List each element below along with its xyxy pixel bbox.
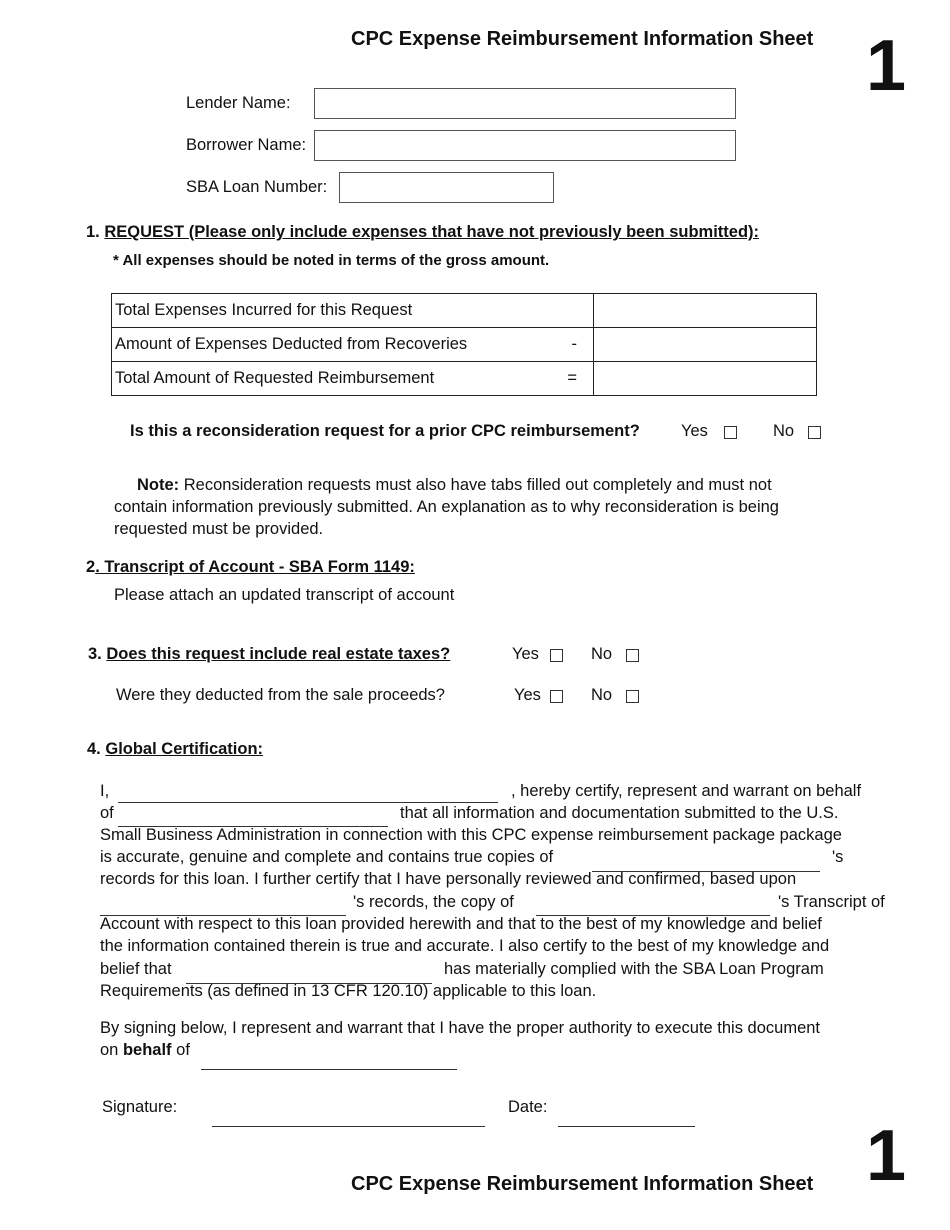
footer-page-number: 1 bbox=[866, 1116, 907, 1196]
expense-row-label: Total Expenses Incurred for this Request bbox=[112, 294, 594, 328]
section3-number: 3. bbox=[88, 645, 102, 663]
expense-row-label: Amount of Expenses Deducted from Recoveries - bbox=[112, 328, 594, 362]
note-line-2: contain information previously submitted. An explanation as to why reconsideration is being bbox=[114, 498, 779, 516]
borrower-name-field[interactable] bbox=[314, 130, 736, 161]
expense-row-label: Total Amount of Requested Reimbursement = bbox=[112, 362, 594, 396]
cert-line-4-end: 's bbox=[832, 848, 844, 866]
deducted-no-checkbox[interactable] bbox=[626, 690, 639, 703]
date-field[interactable] bbox=[558, 1108, 695, 1127]
cert-line-9-end: has materially complied with the SBA Loan Program bbox=[444, 960, 824, 978]
cert-line-5: records for this loan. I further certify that I have personally reviewed and confirmed, based upon bbox=[100, 870, 797, 888]
reconsideration-yes-checkbox[interactable] bbox=[724, 426, 737, 439]
deducted-yes-checkbox[interactable] bbox=[550, 690, 563, 703]
cert-line-6-end: 's Transcript of bbox=[778, 893, 885, 911]
cert-line-1-start: I, bbox=[100, 782, 110, 800]
page-number: 1 bbox=[866, 26, 907, 106]
cert-line-10: Requirements (as defined in 13 CFR 120.10) applicable to this loan. bbox=[100, 982, 597, 1000]
section2-text: Please attach an updated transcript of account bbox=[114, 586, 455, 604]
authority-line-1: By signing below, I represent and warrant that I have the proper authority to execute this document bbox=[100, 1019, 821, 1037]
section3-heading bbox=[88, 645, 450, 664]
on-behalf-of-field[interactable] bbox=[118, 808, 388, 827]
expense-row-value[interactable] bbox=[594, 362, 817, 396]
taxes-no-checkbox[interactable] bbox=[626, 649, 639, 662]
section1-subnote: * All expenses should be noted in terms of the gross amount. bbox=[113, 252, 550, 269]
expense-table bbox=[111, 293, 817, 396]
lender-name-label: Lender Name: bbox=[186, 94, 291, 112]
table-row bbox=[112, 294, 817, 328]
section4-title: Global Certification: bbox=[105, 740, 264, 758]
cert-line-8: the information contained therein is true and accurate. I also certify to the best of my knowledge and bbox=[100, 937, 830, 955]
copy-of-field[interactable] bbox=[536, 897, 770, 916]
deducted-question: Were they deducted from the sale proceeds? bbox=[116, 686, 445, 704]
table-row bbox=[112, 328, 817, 362]
signature-field[interactable] bbox=[212, 1108, 485, 1127]
section2-title: . Transcript of Account - SBA Form 1149: bbox=[95, 558, 415, 576]
section2-heading bbox=[86, 558, 415, 577]
deducted-no-label: No bbox=[591, 686, 613, 704]
expense-row-value[interactable] bbox=[594, 328, 817, 362]
cert-line-2-end: that all information and documentation submitted to the U.S. bbox=[400, 804, 839, 822]
lender-name-input[interactable] bbox=[315, 89, 735, 118]
authority-on-behalf-field[interactable] bbox=[201, 1051, 457, 1070]
based-upon-field[interactable] bbox=[100, 897, 346, 916]
taxes-yes-label: Yes bbox=[512, 645, 539, 663]
cert-line-7: Account with respect to this loan provided herewith and that to the best of my knowledge and belief bbox=[100, 915, 822, 933]
cert-line-6-mid: 's records, the copy of bbox=[353, 893, 514, 911]
section4-number: 4. bbox=[87, 740, 101, 758]
section3-title: Does this request include real estate taxes? bbox=[106, 645, 451, 663]
sba-loan-number-input[interactable] bbox=[340, 173, 553, 202]
footer-title: CPC Expense Reimbursement Information Sheet bbox=[351, 1173, 814, 1195]
requested-reimbursement-input[interactable] bbox=[594, 363, 816, 395]
expense-row-operator: - bbox=[571, 335, 577, 353]
note-line-1: Note: Reconsideration requests must also have tabs filled out completely and must not bbox=[137, 476, 772, 494]
header-title: CPC Expense Reimbursement Information Sheet bbox=[351, 28, 814, 50]
sba-loan-number-field[interactable] bbox=[339, 172, 554, 203]
total-expenses-input[interactable] bbox=[594, 295, 816, 327]
taxes-no-label: No bbox=[591, 645, 613, 663]
authority-line-2: on behalf of bbox=[100, 1041, 190, 1059]
note-label: Note: bbox=[137, 476, 180, 494]
lender-name-field[interactable] bbox=[314, 88, 736, 119]
signature-label: Signature: bbox=[102, 1098, 178, 1116]
section2-number: 2 bbox=[86, 558, 96, 576]
cert-line-4-start: is accurate, genuine and complete and contains true copies of bbox=[100, 848, 554, 866]
section1-number: 1. bbox=[86, 223, 100, 241]
date-label: Date: bbox=[508, 1098, 548, 1116]
reconsideration-yes-label: Yes bbox=[681, 422, 708, 440]
section1-title: REQUEST (Please only include expenses that have not previously been submitted): bbox=[104, 223, 760, 241]
deducted-yes-label: Yes bbox=[514, 686, 541, 704]
reconsideration-no-checkbox[interactable] bbox=[808, 426, 821, 439]
section4-heading bbox=[87, 740, 263, 759]
sba-loan-number-label: SBA Loan Number: bbox=[186, 178, 328, 196]
taxes-yes-checkbox[interactable] bbox=[550, 649, 563, 662]
expense-row-operator: = bbox=[567, 369, 577, 387]
cert-line-9-start: belief that bbox=[100, 960, 172, 978]
reconsideration-no-label: No bbox=[773, 422, 795, 440]
certifier-name-field[interactable] bbox=[118, 784, 498, 803]
expense-row-value[interactable] bbox=[594, 294, 817, 328]
cert-line-2-start: of bbox=[100, 804, 114, 822]
section1-heading bbox=[86, 223, 759, 242]
note-line-3: requested must be provided. bbox=[114, 520, 324, 538]
deducted-expenses-input[interactable] bbox=[594, 329, 816, 361]
borrower-name-input[interactable] bbox=[315, 131, 735, 160]
cert-line-1-end: , hereby certify, represent and warrant on behalf bbox=[511, 782, 862, 800]
table-row bbox=[112, 362, 817, 396]
reconsideration-question: Is this a reconsideration request for a prior CPC reimbursement? bbox=[130, 422, 640, 440]
borrower-name-label: Borrower Name: bbox=[186, 136, 307, 154]
cert-line-3: Small Business Administration in connection with this CPC expense reimbursement package package bbox=[100, 826, 842, 844]
